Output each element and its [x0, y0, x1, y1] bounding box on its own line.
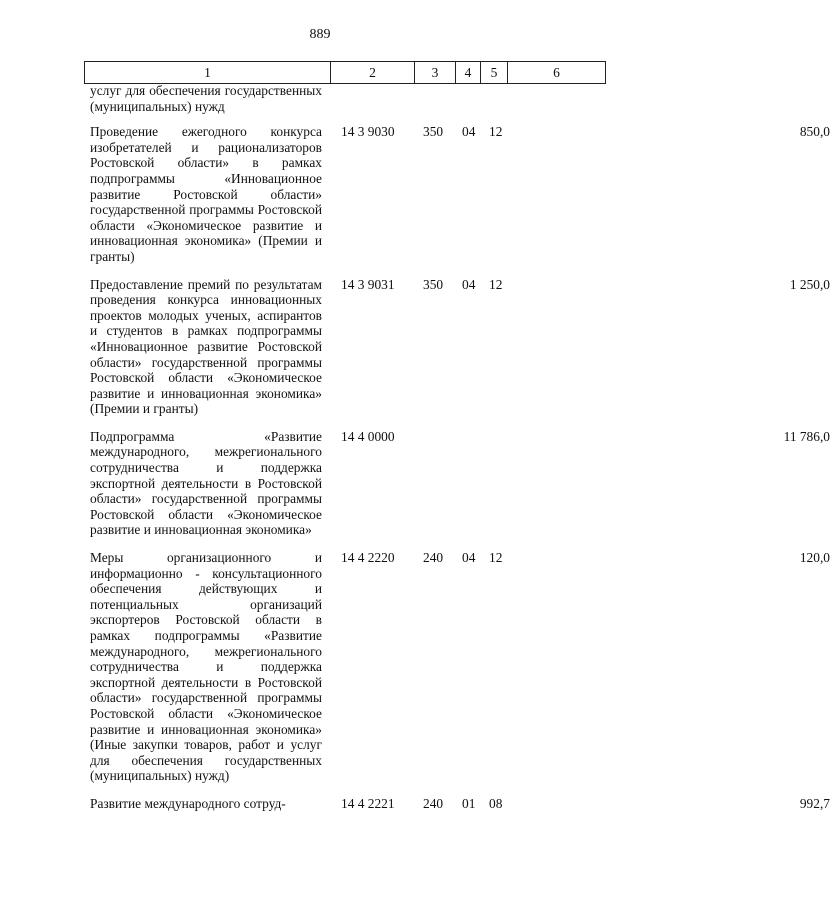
row-sum: 120,0	[799, 550, 830, 566]
row-pr: 12	[489, 276, 503, 292]
row-sum: 850,0	[799, 124, 830, 140]
header-col-6: 6	[508, 62, 606, 84]
page-number: 889	[309, 27, 331, 42]
row-code: 14 4 0000	[341, 428, 395, 444]
table-row	[90, 550, 830, 784]
table-header	[84, 61, 606, 84]
row-vr: 350	[423, 124, 444, 140]
row-rz: 04	[462, 276, 476, 292]
row-pr: 12	[489, 124, 503, 140]
header-col-3: 3	[415, 62, 456, 84]
table-row	[90, 124, 830, 264]
table-row	[90, 428, 830, 538]
row-rz: 04	[462, 550, 476, 566]
row-description: Предоставление премий по результатам проведения конкурса инновационных проектов молодых ученых, аспирантов и студентов в рамках подпрограммы «Инновационное развитие Ростовской области» государственной программы Ростовской области «Экономическое развитие и инновационная экономика» (Премии и гранты)	[90, 276, 322, 417]
header-col-1: 1	[85, 62, 331, 84]
row-description: Проведение ежегодного конкурса изобретателей и рационализаторов Ростовской области» в рамках подпрограммы «Инновационное развитие Ростовской области» государственной программы Ростовской области «Экономическое развитие и инновационная экономика» (Премии и гранты)	[90, 124, 322, 264]
header-row	[85, 62, 606, 84]
row-vr: 240	[423, 550, 444, 566]
table-row	[90, 795, 830, 812]
row-code: 14 3 9031	[341, 276, 395, 292]
table-body	[90, 83, 830, 824]
row-sum: 11 786,0	[783, 428, 830, 444]
row-rz: 01	[462, 795, 476, 811]
row-sum: 992,7	[799, 795, 830, 811]
row-description: Меры организационного и информационно - консультационного обеспечения действующих и потенциальных организаций экспортеров Ростовской области в рамках подпрограммы «Развитие международного, межрегионального сотрудничества и поддержка экспортной деятельности в Ростовской области» государственной программы Ростовской области «Экономическое развитие и инновационная экономика» (Иные закупки товаров, работ и услуг для обеспечения государственных (муниципальных) нужд)	[90, 550, 322, 784]
header-col-5: 5	[481, 62, 508, 84]
row-description: Развитие международного сотруд-	[90, 795, 286, 811]
row-vr: 350	[423, 276, 444, 292]
row-description: Подпрограмма «Развитие международного, межрегионального сотрудничества и поддержка экспортной деятельности в Ростовской области» государственной программы Ростовской области «Экономическое развитие и инновационная экономика»	[90, 428, 322, 538]
row-vr: 240	[423, 795, 444, 811]
row-code: 14 4 2220	[341, 550, 395, 566]
row-pr: 08	[489, 795, 503, 811]
row-description: услуг для обеспечения государственных (муниципальных) нужд	[90, 83, 322, 114]
table-row	[90, 276, 830, 417]
row-code: 14 3 9030	[341, 124, 395, 140]
header-col-4: 4	[456, 62, 481, 84]
table-row	[90, 83, 322, 114]
row-pr: 12	[489, 550, 503, 566]
row-rz: 04	[462, 124, 476, 140]
row-code: 14 4 2221	[341, 795, 395, 811]
row-sum: 1 250,0	[789, 276, 830, 292]
header-col-2: 2	[331, 62, 415, 84]
